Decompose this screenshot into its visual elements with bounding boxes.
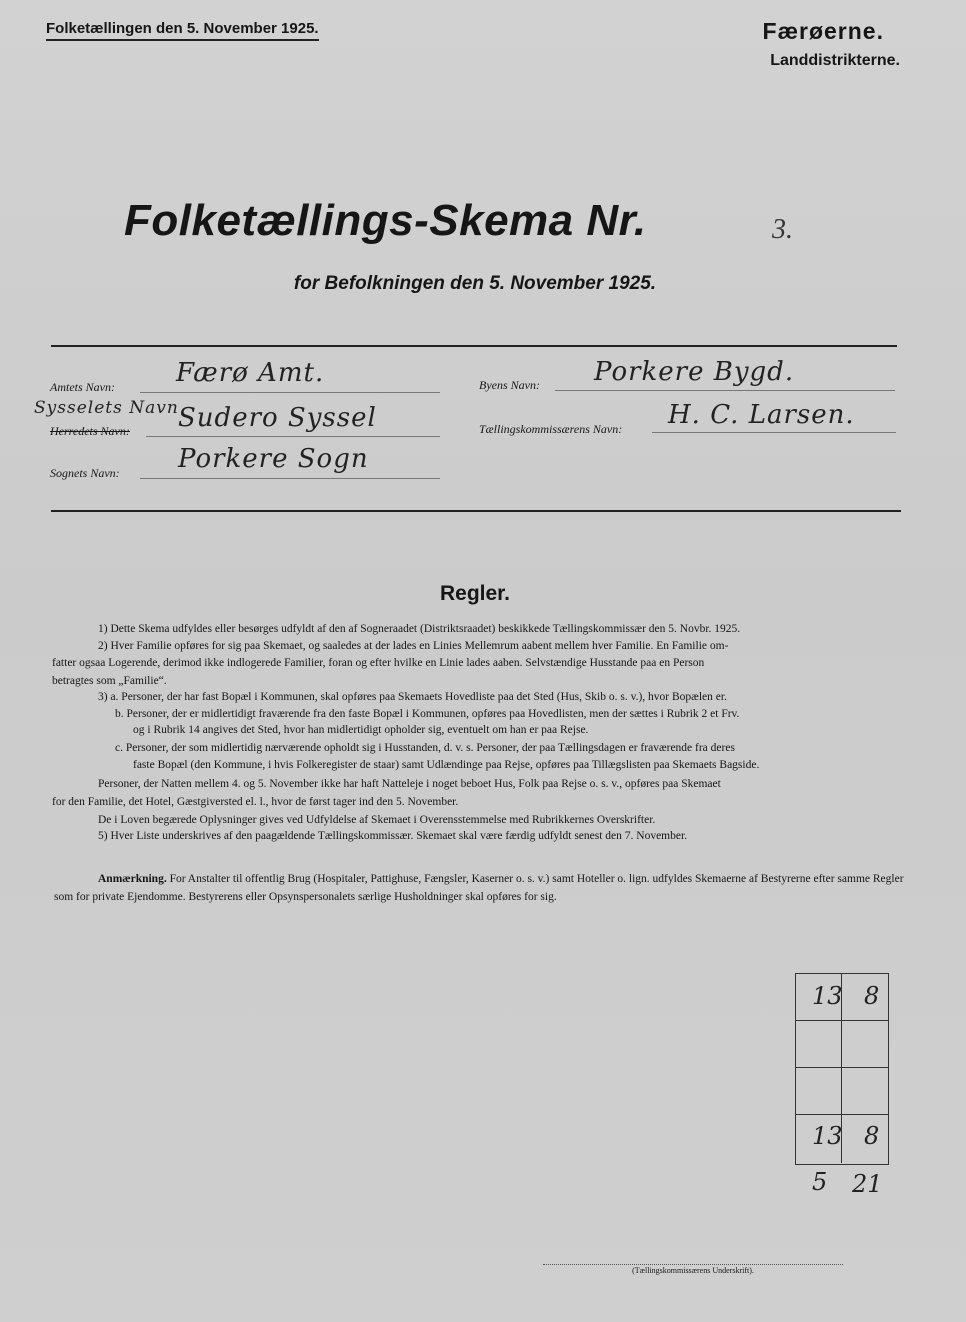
signature-line[interactable] xyxy=(543,1264,843,1265)
rules-heading: Regler. xyxy=(439,582,511,605)
tally-value: 13 xyxy=(812,982,843,1010)
form-subtitle: for Befolkningen den 5. November 1925. xyxy=(293,273,657,294)
kommissaer-label: Tællingskommissærens Navn: xyxy=(479,422,623,436)
census-date-label: Folketællingen den 5. November 1925. xyxy=(46,20,319,41)
sogn-label: Sognets Navn: xyxy=(50,466,120,480)
tally-value: 8 xyxy=(864,1122,880,1150)
rule-line: for den Familie, det Hotel, Gæstgiversted el. l., hvor de først tager ind den 5. November. xyxy=(52,796,459,808)
rule-line: 1) Dette Skema udfyldes eller besørges udfyldt af den af Sogneraadet (Distriktsraadet) beskikkede Tællingskommissær den 5. Novbr. 1925. xyxy=(98,623,741,635)
byens-label: Byens Navn: xyxy=(479,378,540,392)
sysselets-value[interactable]: Sudero Syssel xyxy=(178,403,377,433)
herred-label: Herredets Navn: xyxy=(50,424,130,438)
note-label: Anmærkning. xyxy=(98,873,167,885)
tally-cell xyxy=(796,1068,842,1115)
rule-line: b. Personer, der er midlertidigt fraværende fra den faste Bopæl i Kommunen, opføres paa Hovedlisten, men der sættes i Rubrik 2 et Frv. xyxy=(115,708,740,720)
top-divider xyxy=(51,345,897,347)
rule-line: 5) Hver Liste underskrives af den paagældende Tællingskommissær. Skemaet skal være færdig udfyldt senest den 7. November. xyxy=(98,830,688,842)
byens-value[interactable]: Porkere Bygd. xyxy=(594,357,795,387)
rule-line: fatter ogsaa Logerende, derimod ikke indlogerede Familier, foran og efter hvilke en Linie lades aaben. Selvstændige Husstande paa en Person xyxy=(52,657,705,669)
rule-line: 2) Hver Familie opføres for sig paa Skemaet, og saaledes at der lades en Linies Mellemrum aabent mellem hver Familie. En Familie om- xyxy=(98,640,729,652)
tally-cell xyxy=(842,1021,888,1068)
tally-value: 13 xyxy=(812,1122,843,1150)
fields-divider xyxy=(51,510,901,512)
tally-value: 8 xyxy=(864,982,880,1010)
rule-line: De i Loven begærede Oplysninger gives ved Udfyldelse af Skemaet i Overensstemmelse med Rubrikkernes Overskrifter. xyxy=(98,814,656,826)
amt-value[interactable]: Færø Amt. xyxy=(176,358,325,388)
amt-label: Amtets Navn: xyxy=(50,380,115,394)
rule-line: 3) a. Personer, der har fast Bopæl i Kommunen, skal opføres paa Skemaets Hovedliste paa det Sted (Hus, Skib o. s. v.), hvor Bopælen er. xyxy=(98,691,727,703)
district-subtitle: Landdistrikterne. xyxy=(770,52,900,69)
kommissaer-line xyxy=(652,432,896,433)
rule-line: Personer, der Natten mellem 4. og 5. November ikke har haft Natteleje i noget beboet Hus, Folk paa Rejse o. s. v., opføres paa Skemaet xyxy=(98,778,721,790)
amt-line xyxy=(140,392,440,393)
form-number: 3. xyxy=(772,214,793,245)
sysselets-label: Sysselets Navn xyxy=(34,398,179,418)
note-text: For Anstalter til offentlig Brug (Hospitaler, Pattighuse, Fængsler, Kaserner o. s. v.) samt Hoteller o. lign. udfyldes Skemaerne af Bestyrerne efter samme Regler som for private Ejendomme. Bestyrerens eller Opsynspersonalets særlige Husholdninger skal opføres for sig. xyxy=(54,873,904,903)
tally-total: 5 xyxy=(812,1168,828,1196)
rule-line: faste Bopæl (den Kommune, i hvis Folkeregister de staar) samt Udlændinge paa Rejse, opføres paa Tillægslisten paa Skemaets Bagside. xyxy=(133,759,760,771)
tally-total: 21 xyxy=(852,1170,883,1198)
byens-line xyxy=(555,390,895,391)
tally-cell xyxy=(842,1068,888,1115)
sysselets-line xyxy=(146,436,440,437)
rule-line: c. Personer, der som midlertidig nærværende opholdt sig i Husstanden, d. v. s. Personer, der paa Tællingsdagen er fraværende fra deres xyxy=(115,742,735,754)
sogn-value[interactable]: Porkere Sogn xyxy=(178,444,369,474)
region-title: Færøerne. xyxy=(762,18,884,44)
kommissaer-value[interactable]: H. C. Larsen. xyxy=(668,400,855,430)
rule-line: og i Rubrik 14 angives det Sted, hvor han midlertidigt opholder sig, eventuelt om han er paa Rejse. xyxy=(133,724,589,736)
form-title: Folketællings-Skema Nr. xyxy=(124,196,647,245)
tally-cell xyxy=(796,1021,842,1068)
note-paragraph xyxy=(54,870,906,906)
sogn-line xyxy=(140,478,440,479)
rule-line: betragtes som „Familie“. xyxy=(52,675,167,687)
signature-label: (Tællingskommissærens Underskrift). xyxy=(632,1266,754,1275)
